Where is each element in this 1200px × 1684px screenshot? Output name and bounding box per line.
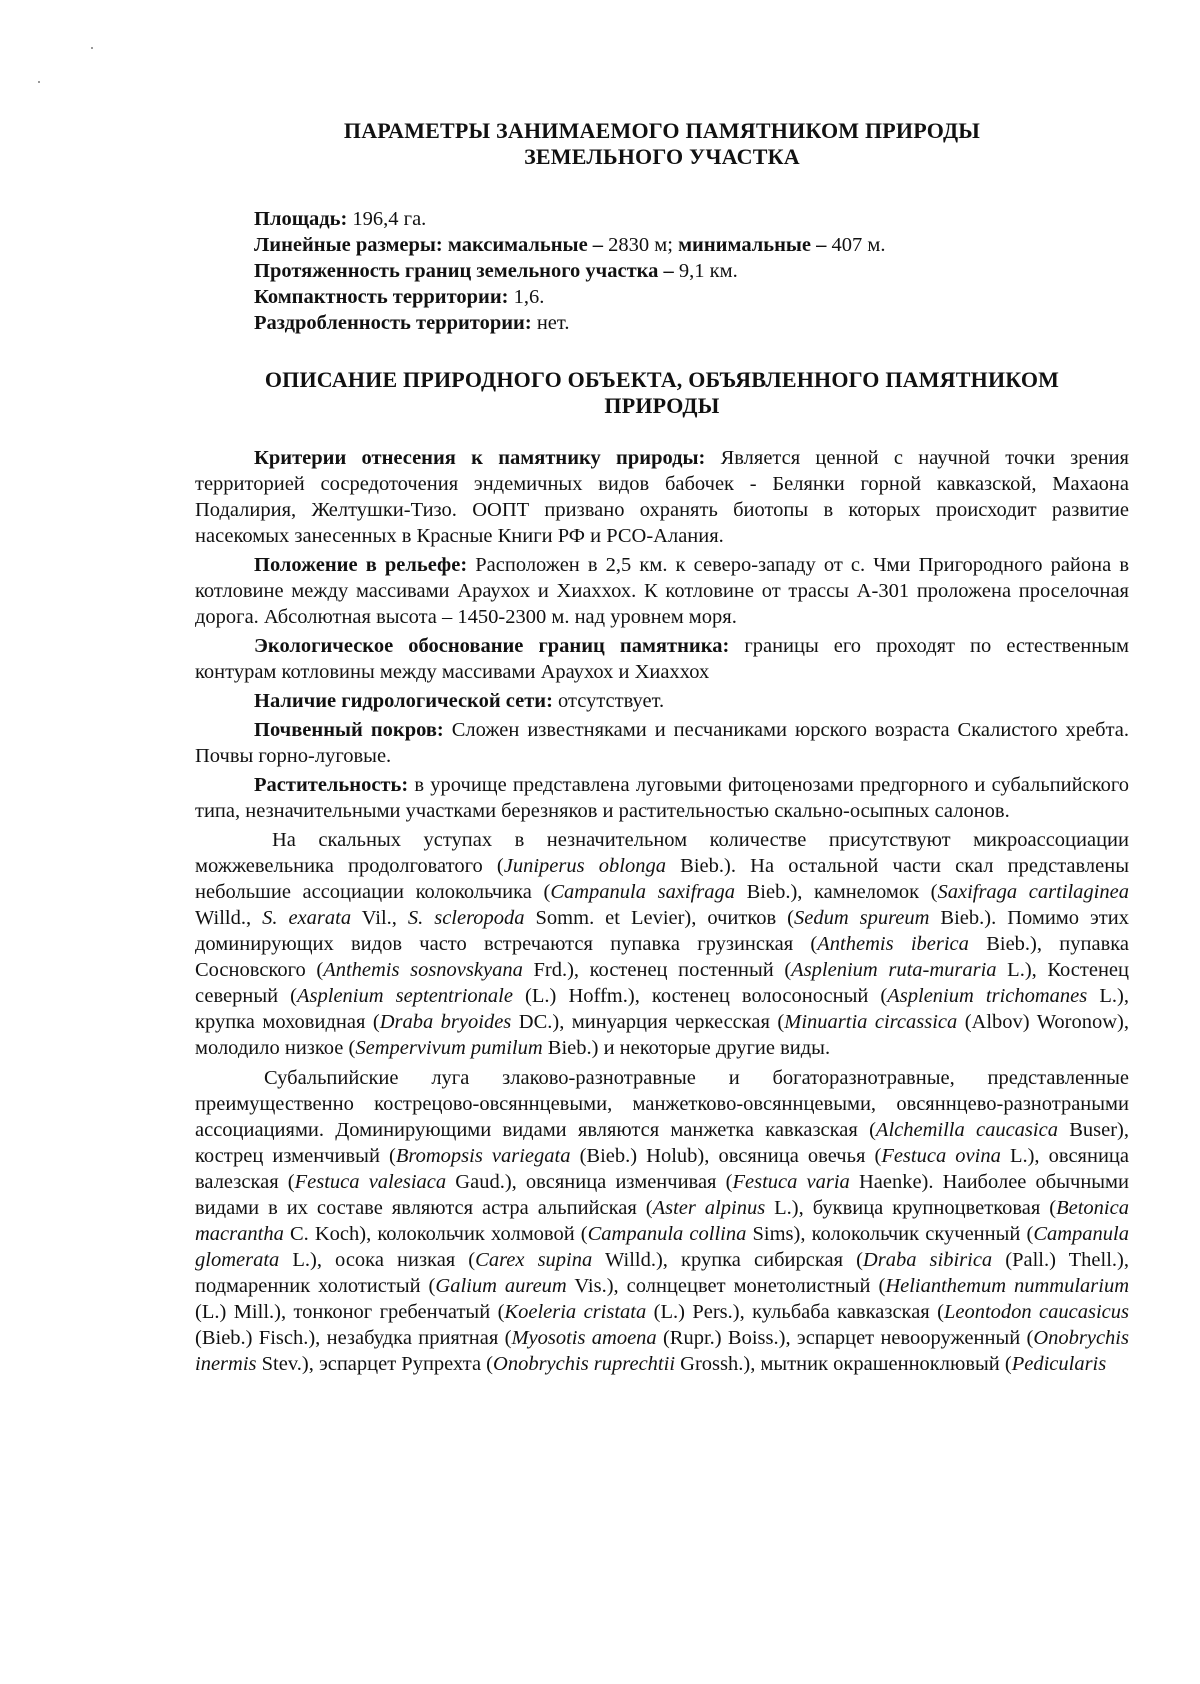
latin-name: Juniperus oblonga <box>503 855 666 877</box>
text-run: L.), крупка моховидная ( <box>195 985 1129 1033</box>
page-content <box>195 118 1129 1377</box>
latin-name: S. scleropoda <box>407 907 525 929</box>
param-label: Площадь: <box>254 208 348 230</box>
heading-line: ЗЕМЕЛЬНОГО УЧАСТКА <box>524 144 800 169</box>
text-run: (Bieb.) Holub), овсяница овечья ( <box>570 1145 882 1167</box>
latin-name: Pedicularis <box>1011 1353 1107 1375</box>
heading-line: ПАРАМЕТРЫ ЗАНИМАЕМОГО ПАМЯТНИКОМ ПРИРОДЫ <box>343 118 981 143</box>
paragraph-label: Критерии отнесения к памятнику природы: <box>254 447 706 469</box>
text-run: Bieb.) и некоторые другие виды. <box>542 1037 831 1059</box>
section-heading-description <box>195 367 1129 419</box>
param-value: 9,1 км. <box>678 260 738 282</box>
parameters-list <box>254 206 1129 336</box>
paragraph-criteria <box>195 445 1129 549</box>
text-run: L.), овсяница валезская ( <box>195 1145 1129 1193</box>
latin-name: Leontodon caucasicus <box>943 1301 1129 1323</box>
latin-name: Saxifraga cartilaginea <box>937 881 1129 903</box>
latin-name: S. exarata <box>262 907 352 929</box>
param-label: Линейные размеры: максимальные – <box>254 234 609 256</box>
text-run: Субальпийские луга злаково-разнотравные и богаторазнотравные, представленные преимущественно кострецово-овсяннцевыми, манжетково-овсяннцевыми, овсяннцево-разнотраными ассоциациями. Доминирующими видами являются манжетка кавказская ( <box>195 1067 1129 1141</box>
param-label: Компактность территории: <box>254 286 509 308</box>
latin-name: Campanula glomerata <box>195 1223 1129 1271</box>
latin-name: Helianthemum nummularium <box>885 1275 1130 1297</box>
heading-line: ОПИСАНИЕ ПРИРОДНОГО ОБЪЕКТА, ОБЪЯВЛЕННОГО ПАМЯТНИКОМ <box>264 367 1060 392</box>
text-run: DC.), минуарция черкесская ( <box>511 1011 785 1033</box>
description-sections <box>195 445 1129 1377</box>
scan-speck <box>38 81 40 83</box>
paragraph-rock-ledges <box>195 827 1129 1061</box>
text-run: Bieb.). На остальной части скал представлены небольшие ассоциации колокольчика ( <box>195 855 1129 903</box>
latin-name: Sempervivum pumilum <box>355 1037 543 1059</box>
param-value: 407 м. <box>831 234 886 256</box>
latin-name: Koeleria cristata <box>504 1301 647 1323</box>
text-run: Willd.), крупка сибирская ( <box>592 1249 863 1271</box>
latin-name: Festuca ovina <box>881 1145 1001 1167</box>
paragraph-soil <box>195 717 1129 769</box>
latin-name: Onobrychis inermis <box>195 1327 1129 1375</box>
latin-name: Campanula collina <box>587 1223 747 1245</box>
latin-name: Alchemilla caucasica <box>875 1119 1058 1141</box>
heading-line: ПРИРОДЫ <box>604 393 720 418</box>
latin-name: Sedum spureum <box>793 907 930 929</box>
param-value: нет. <box>531 312 570 334</box>
text-run: (L.) Hoffm.), костенец волосоносный ( <box>512 985 888 1007</box>
param-value: 1,6. <box>508 286 545 308</box>
text-run: Vis.), солнцецвет монетолистный ( <box>566 1275 886 1297</box>
param-boundary-length <box>254 258 1129 284</box>
section-heading-parameters <box>195 118 1129 170</box>
latin-name: Campanula saxifraga <box>550 881 736 903</box>
latin-name: Festuca varia <box>732 1171 850 1193</box>
paragraph-label: Экологическое обоснование границ памятника: <box>254 635 730 657</box>
param-value: 2830 м; <box>608 234 679 256</box>
paragraph-text: в урочище представлена луговыми фитоценозами предгорного и субальпийского типа, незначительными участками березняков и растительностью скально-осыпных салонов. <box>195 774 1129 822</box>
text-run: На скальных уступах в незначительном количестве присутствуют микроассоциации можжевельника продолговатого ( <box>195 829 1129 877</box>
paragraph-subalpine-meadows <box>195 1065 1129 1377</box>
text-run: Grossh.), мытник окрашенноклювый ( <box>675 1353 1012 1375</box>
latin-name: Onobrychis ruprechtii <box>493 1353 676 1375</box>
param-label: Протяженность границ земельного участка – <box>254 260 679 282</box>
latin-name: Asplenium trichomanes <box>887 985 1088 1007</box>
paragraph-label: Почвенный покров: <box>254 719 444 741</box>
text-run: (Bieb.) Fisch.), незабудка приятная ( <box>195 1327 512 1349</box>
text-run: (Rupr.) Boiss.), эспарцет невооруженный ( <box>656 1327 1034 1349</box>
latin-name: Aster alpinus <box>652 1197 766 1219</box>
param-label: минимальные – <box>678 234 832 256</box>
paragraph-label: Растительность: <box>254 774 409 796</box>
text-run: (L.) Pers.), кульбаба кавказская ( <box>646 1301 944 1323</box>
param-linear-sizes <box>254 232 1129 258</box>
paragraph-relief <box>195 552 1129 630</box>
text-run: (Pall.) Thell.), подмаренник холотистый ( <box>195 1249 1130 1297</box>
text-run: C. Koch), колокольчик холмовой ( <box>283 1223 588 1245</box>
param-area <box>254 206 1129 232</box>
latin-name: Draba bryoides <box>379 1011 512 1033</box>
text-run: Stev.), эспарцет Рупрехта ( <box>256 1353 494 1375</box>
text-run: Bieb.), пупавка Сосновского ( <box>195 933 1129 981</box>
text-run: Bieb.), камнеломок ( <box>735 881 938 903</box>
param-value: 196,4 га. <box>347 208 427 230</box>
latin-name: Anthemis iberica <box>817 933 969 955</box>
text-run: Gaud.), овсяница изменчивая ( <box>446 1171 733 1193</box>
latin-name: Galium aureum <box>435 1275 567 1297</box>
text-run: Willd., <box>195 907 263 929</box>
text-run: Buser), кострец изменчивый ( <box>195 1119 1130 1167</box>
param-fragmentation <box>254 310 1129 336</box>
paragraph-ecology <box>195 633 1129 685</box>
text-run: Vil., <box>351 907 408 929</box>
text-run: (Albov) Woronow), молодило низкое ( <box>195 1011 1129 1059</box>
paragraph-hydrology <box>195 688 1129 714</box>
text-run: L.), Костенец северный ( <box>195 959 1129 1007</box>
latin-name: Asplenium septentrionale <box>297 985 513 1007</box>
paragraph-text: отсутствует. <box>552 690 665 712</box>
latin-name: Betonica macrantha <box>195 1197 1129 1245</box>
text-run: L.), осока низкая ( <box>279 1249 476 1271</box>
text-run: Sims), колокольчик скученный ( <box>746 1223 1034 1245</box>
latin-name: Myosotis amoena <box>511 1327 657 1349</box>
text-run: Somm. et Levier), очитков ( <box>524 907 794 929</box>
latin-name: Festuca valesiaca <box>294 1171 447 1193</box>
param-label: Раздробленность территории: <box>254 312 532 334</box>
text-run: L.), буквица крупноцветковая ( <box>765 1197 1057 1219</box>
paragraph-text: Расположен в 2,5 км. к северо-западу от с. Чми Пригородного района в котловине между массивами Араухох и Хиаххох. К котловине от трассы А-301 проложена проселочная дорога. Абсолютная высота – 1450-2300 м. над уровнем моря. <box>195 554 1129 628</box>
paragraph-text: границы его проходят по естественным контурам котловины между массивами Араухох и Хиаххох <box>195 635 1129 683</box>
latin-name: Bromopsis variegata <box>395 1145 571 1167</box>
latin-name: Asplenium ruta-muraria <box>791 959 997 981</box>
param-compactness <box>254 284 1129 310</box>
latin-name: Anthemis sosnovskyana <box>323 959 523 981</box>
latin-name: Carex supina <box>475 1249 593 1271</box>
paragraph-label: Наличие гидрологической сети: <box>254 690 553 712</box>
text-run: Frd.), костенец постенный ( <box>522 959 792 981</box>
latin-name: Draba sibirica <box>862 1249 993 1271</box>
scan-speck <box>91 47 93 49</box>
paragraph-vegetation <box>195 772 1129 824</box>
paragraph-text: Сложен известняками и песчаниками юрского возраста Скалистого хребта. Почвы горно-луговые. <box>195 719 1129 767</box>
paragraph-label: Положение в рельефе: <box>254 554 468 576</box>
text-run: Haenke). Наиболее обычными видами в их составе являются астра альпийская ( <box>195 1171 1129 1219</box>
latin-name: Minuartia circassica <box>784 1011 958 1033</box>
text-run: Bieb.). Помимо этих доминирующих видов часто встречаются пупавка грузинская ( <box>195 907 1129 955</box>
paragraph-text: Является ценной с научной точки зрения территорией сосредоточения эндемичных видов бабочек - Белянки горной кавказской, Махаона Подалирия, Желтушки-Тизо. ООПТ призвано охранять биотопы в которых происходит развитие насекомых занесенных в Красные Книги РФ и РСО-Алания. <box>195 447 1129 547</box>
text-run: (L.) Mill.), тонконог гребенчатый ( <box>195 1301 505 1323</box>
